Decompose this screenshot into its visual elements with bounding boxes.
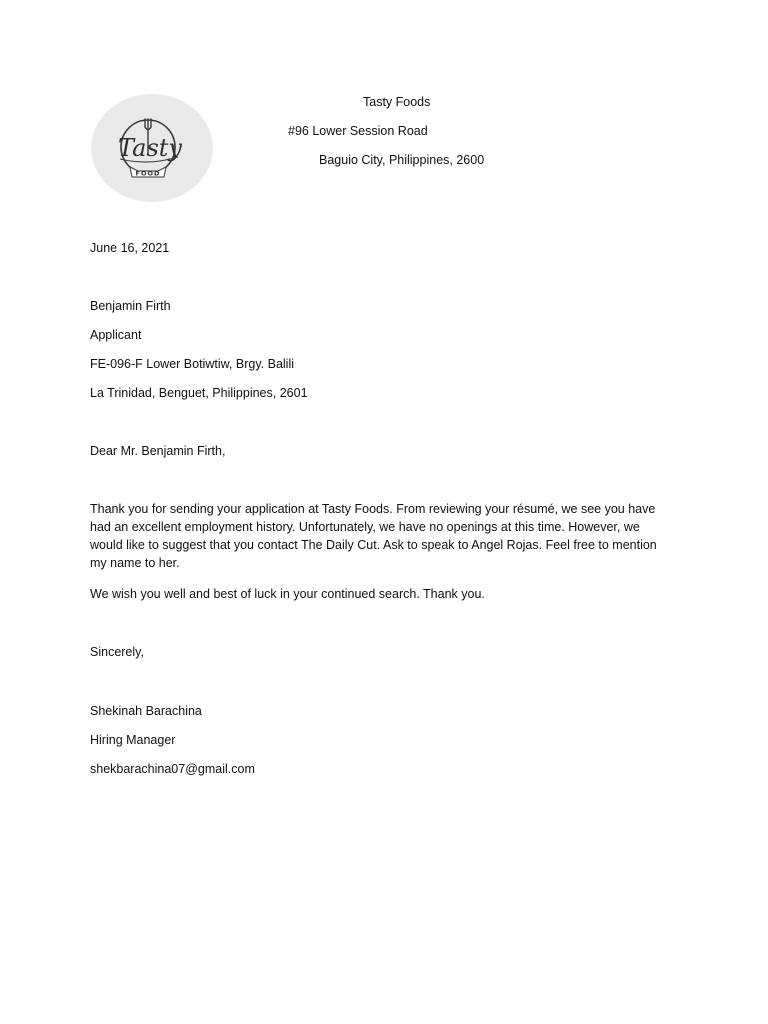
- svg-text:FOOD: FOOD: [135, 169, 161, 178]
- recipient-name: Benjamin Firth: [90, 299, 171, 313]
- recipient-title: Applicant: [90, 328, 142, 342]
- company-city: Baguio City, Philippines, 2600: [319, 153, 485, 167]
- recipient-address-line2: La Trinidad, Benguet, Philippines, 2601: [90, 386, 308, 400]
- company-name: Tasty Foods: [363, 95, 431, 109]
- company-street: #96 Lower Session Road: [288, 124, 428, 138]
- signer-name: Shekinah Barachina: [90, 704, 202, 718]
- body-paragraph-2: We wish you well and best of luck in your continued search. Thank you.: [90, 587, 485, 601]
- svg-text:Tasty: Tasty: [118, 134, 182, 162]
- letter-date: June 16, 2021: [90, 241, 170, 255]
- closing: Sincerely,: [90, 645, 144, 659]
- salutation: Dear Mr. Benjamin Firth,: [90, 444, 226, 458]
- body-paragraph-1: Thank you for sending your application at Tasty Foods. From reviewing your résumé, we see you have had an excellent employment history. Unfortunately, we have no openings at this time. However, we would like to suggest that you contact The Daily Cut. Ask to speak to Angel Rojas. Feel free to mention my name to her.: [90, 502, 657, 570]
- signer-email: shekbarachina07@gmail.com: [90, 762, 255, 776]
- tasty-food-logo-icon: [90, 93, 214, 203]
- signer-title: Hiring Manager: [90, 733, 176, 747]
- recipient-address-line1: FE-096-F Lower Botiwtiw, Brgy. Balili: [90, 357, 294, 371]
